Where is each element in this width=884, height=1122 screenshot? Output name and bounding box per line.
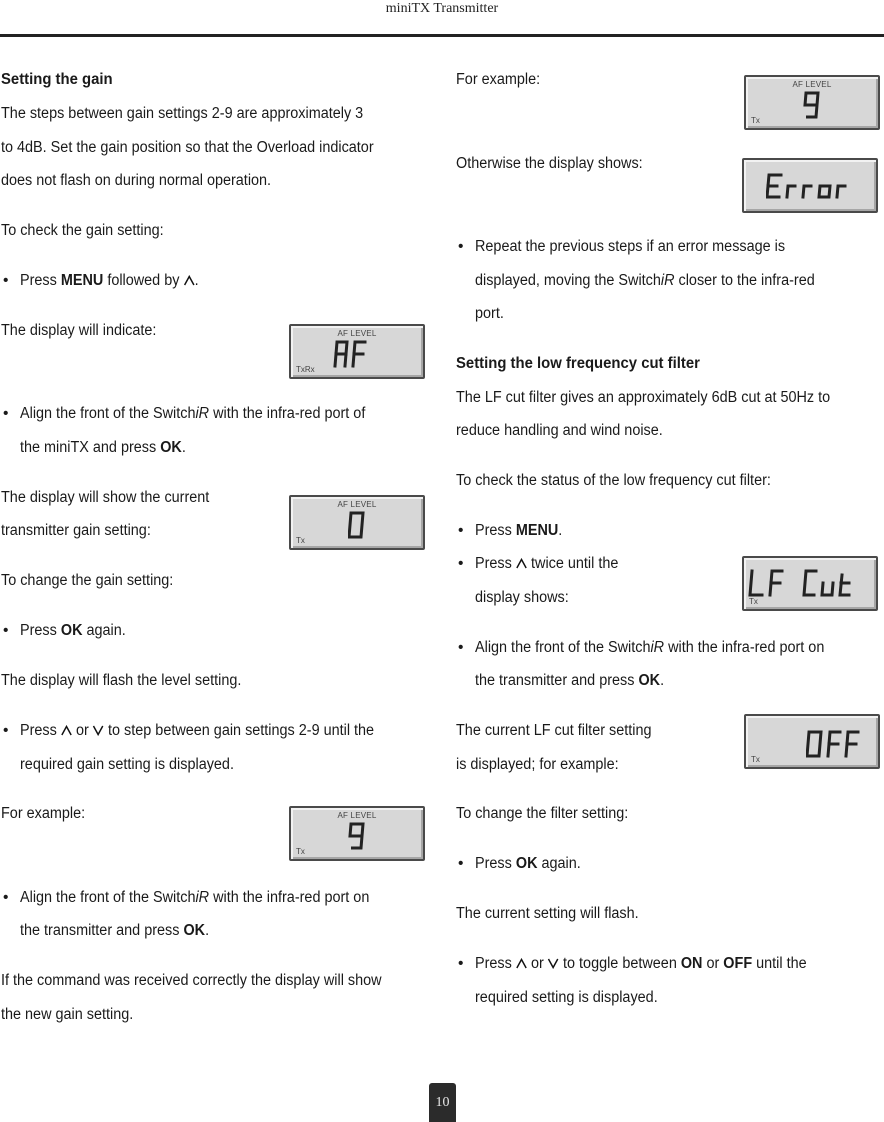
bullet: • [3,622,9,639]
bullet: • [458,522,464,539]
section-heading-lf-cut: Setting the low frequency cut filter [456,355,700,372]
lcd-segment-0 [348,511,366,539]
check-gain-text: To check the gain setting: [1,222,164,239]
align-step-1-line-1: Align the front of the SwitchiR with the infra-red port of [20,405,366,422]
lcd-tx-label: Tx [296,847,305,856]
step-gain-line-2: required gain setting is displayed. [20,756,234,773]
lcd-af-level-label: AF LEVEL [792,80,832,89]
repeat-step-line-2: displayed, moving the SwitchiR closer to the infra-red [475,272,815,289]
gain-intro-line-1: The steps between gain settings 2-9 are approximately 3 [1,105,364,122]
lcd-tx-label: Tx [749,597,758,606]
align-step-2-line-1: Align the front of the SwitchiR with the infra-red port on [20,889,370,906]
up-arrow-icon [516,558,527,569]
section-heading-gain: Setting the gain [1,71,113,88]
page-number: 10 [435,1095,450,1110]
down-arrow-icon [93,725,104,736]
lcd-display-af [289,324,425,379]
lcd-segment-9 [348,822,366,850]
bullet: • [458,955,464,972]
lcd-display-gain-0 [289,495,425,550]
step-gain-line-1: Press or to step between gain settings 2-9 until the [20,722,375,739]
lcd-segment-lf-cut [748,569,866,597]
example-text: For example: [456,71,541,88]
flash-level-text: The display will flash the level setting. [1,672,242,689]
press-menu-step: Press MENU followed by . [20,272,199,289]
current-lf-line-2: is displayed; for example: [456,756,619,773]
document-title: miniTX Transmitter [385,1,499,16]
toggle-step-line-1: Press or to toggle between ON or OFF until the [475,955,807,972]
received-line-2: the new gain setting. [1,1006,134,1023]
bullet: • [3,889,9,906]
down-arrow-icon [548,958,559,969]
bullet: • [458,555,464,572]
lcd-display-off [744,714,880,769]
bullet: • [3,722,9,739]
lcd-display-lf-cut [742,556,878,611]
change-filter-text: To change the filter setting: [456,805,629,822]
check-lf-text: To check the status of the low frequency cut filter: [456,472,771,489]
lf-intro-line-1: The LF cut filter gives an approximately 6dB cut at 50Hz to [456,389,831,406]
bullet: • [3,272,9,289]
lcd-txrx-label: TxRx [296,365,315,374]
gain-intro-line-3: does not flash on during normal operation. [1,172,272,189]
lcd-af-level-label: AF LEVEL [337,500,377,509]
up-arrow-icon [516,958,527,969]
lcd-display-gain-9-example [744,75,880,130]
otherwise-text: Otherwise the display shows: [456,155,643,172]
press-ok-step: Press OK again. [20,622,126,639]
bullet: • [3,405,9,422]
bullet: • [458,238,464,255]
page-number-tab [429,1083,456,1122]
align-step-1-line-2: the miniTX and press OK. [20,439,186,456]
press-up-twice-line-2: display shows: [475,589,569,606]
gain-intro-line-2: to 4dB. Set the gain position so that the Overload indicator [1,139,374,156]
received-line-1: If the command was received correctly the display will show [1,972,382,989]
press-up-twice-line-1: Press twice until the [475,555,619,572]
bullet: • [458,855,464,872]
lcd-tx-label: Tx [751,116,760,125]
change-gain-text: To change the gain setting: [1,572,174,589]
up-arrow-icon [61,725,72,736]
lcd-tx-label: Tx [751,755,760,764]
example-text: For example: [1,805,86,822]
current-lf-line-1: The current LF cut filter setting [456,722,652,739]
lcd-segment-9 [803,91,821,119]
lcd-segment-af [331,340,367,368]
press-ok-step: Press OK again. [475,855,581,872]
repeat-step-line-3: port. [475,305,504,322]
up-arrow-icon [183,275,194,286]
lcd-segment-off [806,730,862,758]
repeat-step-line-1: Repeat the previous steps if an error message is [475,238,786,255]
lcd-display-error [742,158,878,213]
align-step-3-line-1: Align the front of the SwitchiR with the infra-red port on [475,639,825,656]
display-indicate-text: The display will indicate: [1,322,157,339]
lcd-segment-error [766,173,858,199]
lf-intro-line-2: reduce handling and wind noise. [456,422,663,439]
current-gain-line-2: transmitter gain setting: [1,522,151,539]
header-divider [0,34,884,37]
current-gain-line-1: The display will show the current [1,489,210,506]
align-step-2-line-2: the transmitter and press OK. [20,922,210,939]
bullet: • [458,639,464,656]
lcd-tx-label: Tx [296,536,305,545]
lcd-display-gain-9 [289,806,425,861]
flash-setting-text: The current setting will flash. [456,905,639,922]
press-menu-step: Press MENU. [475,522,563,539]
lcd-af-level-label: AF LEVEL [337,811,377,820]
align-step-3-line-2: the transmitter and press OK. [475,672,665,689]
lcd-af-level-label: AF LEVEL [337,329,377,338]
toggle-step-line-2: required setting is displayed. [475,989,658,1006]
